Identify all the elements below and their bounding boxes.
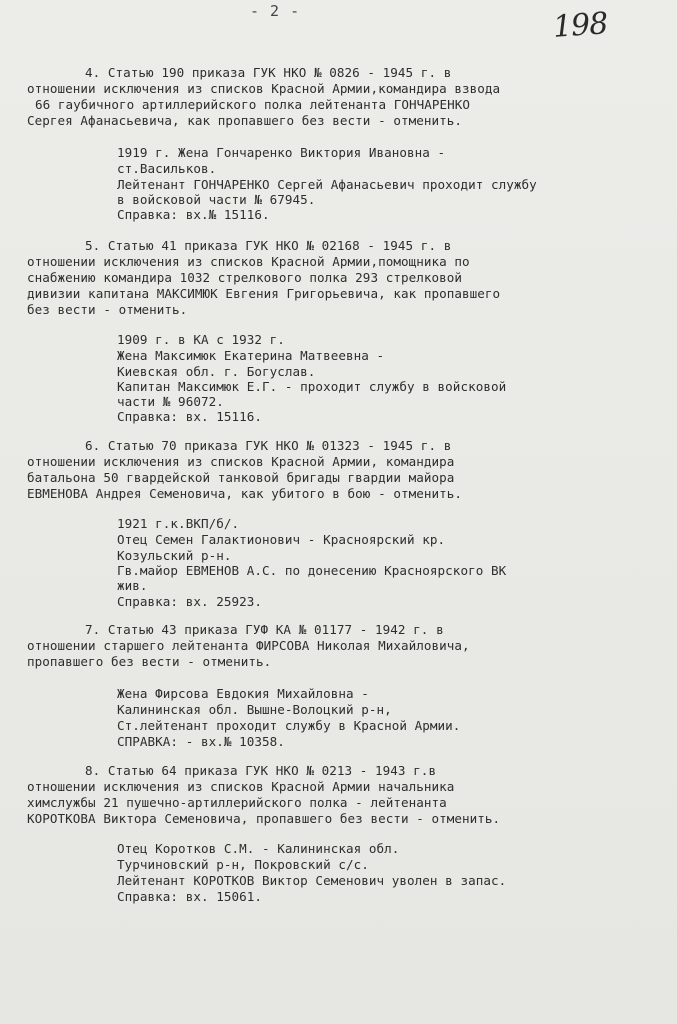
handwritten-folio-number: 198	[551, 6, 609, 45]
page-number: - 2 -	[250, 2, 301, 20]
note-line: Справка: вх. 25923.	[117, 594, 263, 609]
order-line: 6. Статью 70 приказа ГУК НКО № 01323 - 1945 г. в	[85, 438, 452, 453]
order-line: без вести - отменить.	[27, 302, 188, 317]
order-line: 4. Статью 190 приказа ГУК НКО № 0826 - 1945 г. в	[85, 65, 452, 80]
order-line: отношении исключения из списков Красной Армии,командира взвода	[27, 81, 501, 96]
note-line: Отец Коротков С.М. - Калининская обл.	[117, 841, 400, 856]
note-line: Ст.лейтенант проходит службу в Красной Армии.	[117, 718, 461, 733]
note-line: Справка: вх. 15116.	[117, 409, 263, 424]
order-line: отношении исключения из списков Красной Армии, командира	[27, 454, 455, 469]
note-line: Гв.майор ЕВМЕНОВ А.С. по донесению Красноярского ВК	[117, 563, 507, 578]
note-line: 1909 г. в КА с 1932 г.	[117, 332, 285, 347]
order-line: дивизии капитана МАКСИМЮК Евгения Григорьевича, как пропавшего	[27, 286, 501, 301]
order-line: 5. Статью 41 приказа ГУК НКО № 02168 - 1945 г. в	[85, 238, 452, 253]
order-line: 7. Статью 43 приказа ГУФ КА № 01177 - 1942 г. в	[85, 622, 444, 637]
note-line: в войсковой части № 67945.	[117, 192, 316, 207]
order-line: пропавшего без вести - отменить.	[27, 654, 272, 669]
order-line: отношении исключения из списков Красной Армии начальника	[27, 779, 455, 794]
note-line: СПРАВКА: - вх.№ 10358.	[117, 734, 285, 749]
note-line: Жена Максимюк Екатерина Матвеевна -	[117, 348, 385, 363]
note-line: ст.Васильков.	[117, 161, 217, 176]
note-line: Отец Семен Галактионович - Красноярский кр.	[117, 532, 446, 547]
note-line: части № 96072.	[117, 394, 224, 409]
note-line: Капитан Максимюк Е.Г. - проходит службу в войсковой	[117, 379, 507, 394]
note-line: 1921 г.к.ВКП/б/.	[117, 516, 240, 531]
note-line: Лейтенант КОРОТКОВ Виктор Семенович уволен в запас.	[117, 873, 507, 888]
order-line: Сергея Афанасьевича, как пропавшего без вести - отменить.	[27, 113, 463, 128]
note-line: Киевская обл. г. Богуслав.	[117, 364, 316, 379]
order-line: 66 гаубичного артиллерийского полка лейтенанта ГОНЧАРЕНКО	[35, 97, 471, 112]
order-line: КОРОТКОВА Виктора Семеновича, пропавшего без вести - отменить.	[27, 811, 501, 826]
order-line: 8. Статью 64 приказа ГУК НКО № 0213 - 1943 г.в	[85, 763, 437, 778]
note-line: Справка: вх.№ 15116.	[117, 207, 270, 222]
order-line: отношении исключения из списков Красной Армии,помощника по	[27, 254, 470, 269]
order-line: отношении старшего лейтенанта ФИРСОВА Николая Михайловича,	[27, 638, 470, 653]
note-line: жив.	[117, 578, 148, 593]
note-line: Жена Фирсова Евдокия Михайловна -	[117, 686, 369, 701]
order-line: батальона 50 гвардейской танковой бригады гвардии майора	[27, 470, 455, 485]
order-line: химслужбы 21 пушечно-артиллерийского полка - лейтенанта	[27, 795, 447, 810]
order-line: снабжению командира 1032 стрелкового полка 293 стрелковой	[27, 270, 463, 285]
note-line: Лейтенант ГОНЧАРЕНКО Сергей Афанасьевич проходит службу	[117, 177, 537, 192]
note-line: 1919 г. Жена Гончаренко Виктория Ивановна -	[117, 145, 446, 160]
order-line: ЕВМЕНОВА Андрея Семеновича, как убитого в бою - отменить.	[27, 486, 463, 501]
note-line: Турчиновский р-н, Покровский с/с.	[117, 857, 369, 872]
note-line: Калининская обл. Вышне-Волоцкий р-н,	[117, 702, 392, 717]
note-line: Справка: вх. 15061.	[117, 889, 263, 904]
note-line: Козульский р-н.	[117, 548, 232, 563]
